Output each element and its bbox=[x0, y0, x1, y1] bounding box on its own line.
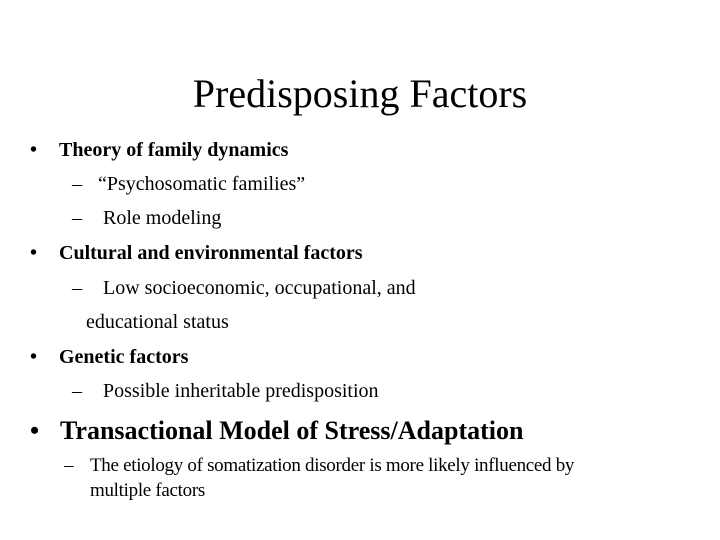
dash-icon: – bbox=[64, 455, 74, 476]
sub-item-inheritable-predisposition bbox=[72, 379, 379, 403]
sub-item-continuation-educational-status bbox=[86, 310, 229, 334]
bullet-icon: • bbox=[30, 139, 38, 161]
bullet-label: Theory of family dynamics bbox=[59, 139, 289, 161]
bullet-icon: • bbox=[30, 242, 38, 264]
bullet-label: Cultural and environmental factors bbox=[59, 242, 363, 264]
sub-item-label: Role modeling bbox=[98, 207, 222, 229]
sub-item-label: “Psychosomatic families” bbox=[98, 173, 306, 195]
bullet-icon: • bbox=[30, 416, 40, 445]
sub-item-role-modeling bbox=[72, 206, 221, 230]
dash-icon: – bbox=[72, 380, 82, 402]
bullet-item-family-dynamics bbox=[30, 138, 288, 162]
sub-item-label: Low socioeconomic, occupational, and bbox=[98, 277, 416, 299]
sub-item-label: The etiology of somatization disorder is more likely influenced by bbox=[90, 455, 575, 476]
dash-icon: – bbox=[72, 207, 82, 229]
bullet-label: Genetic factors bbox=[59, 346, 189, 368]
sub-item-psychosomatic-families bbox=[72, 172, 305, 196]
dash-icon: – bbox=[72, 173, 82, 195]
bullet-icon: • bbox=[30, 346, 38, 368]
sub-item-label: educational status bbox=[86, 311, 229, 333]
bullet-item-genetic-factors bbox=[30, 345, 188, 369]
bullet-item-cultural-environmental bbox=[30, 241, 363, 265]
sub-item-label: Possible inheritable predisposition bbox=[98, 380, 379, 402]
sub-item-low-socioeconomic bbox=[72, 276, 416, 300]
sub-item-label: multiple factors bbox=[90, 480, 205, 501]
slide-title: Predisposing Factors bbox=[192, 71, 528, 116]
bullet-label: Transactional Model of Stress/Adaptation bbox=[60, 416, 524, 445]
sub-item-continuation-multiple-factors bbox=[90, 479, 205, 503]
bullet-item-transactional-model bbox=[30, 416, 523, 446]
sub-item-etiology bbox=[64, 454, 574, 478]
dash-icon: – bbox=[72, 277, 82, 299]
